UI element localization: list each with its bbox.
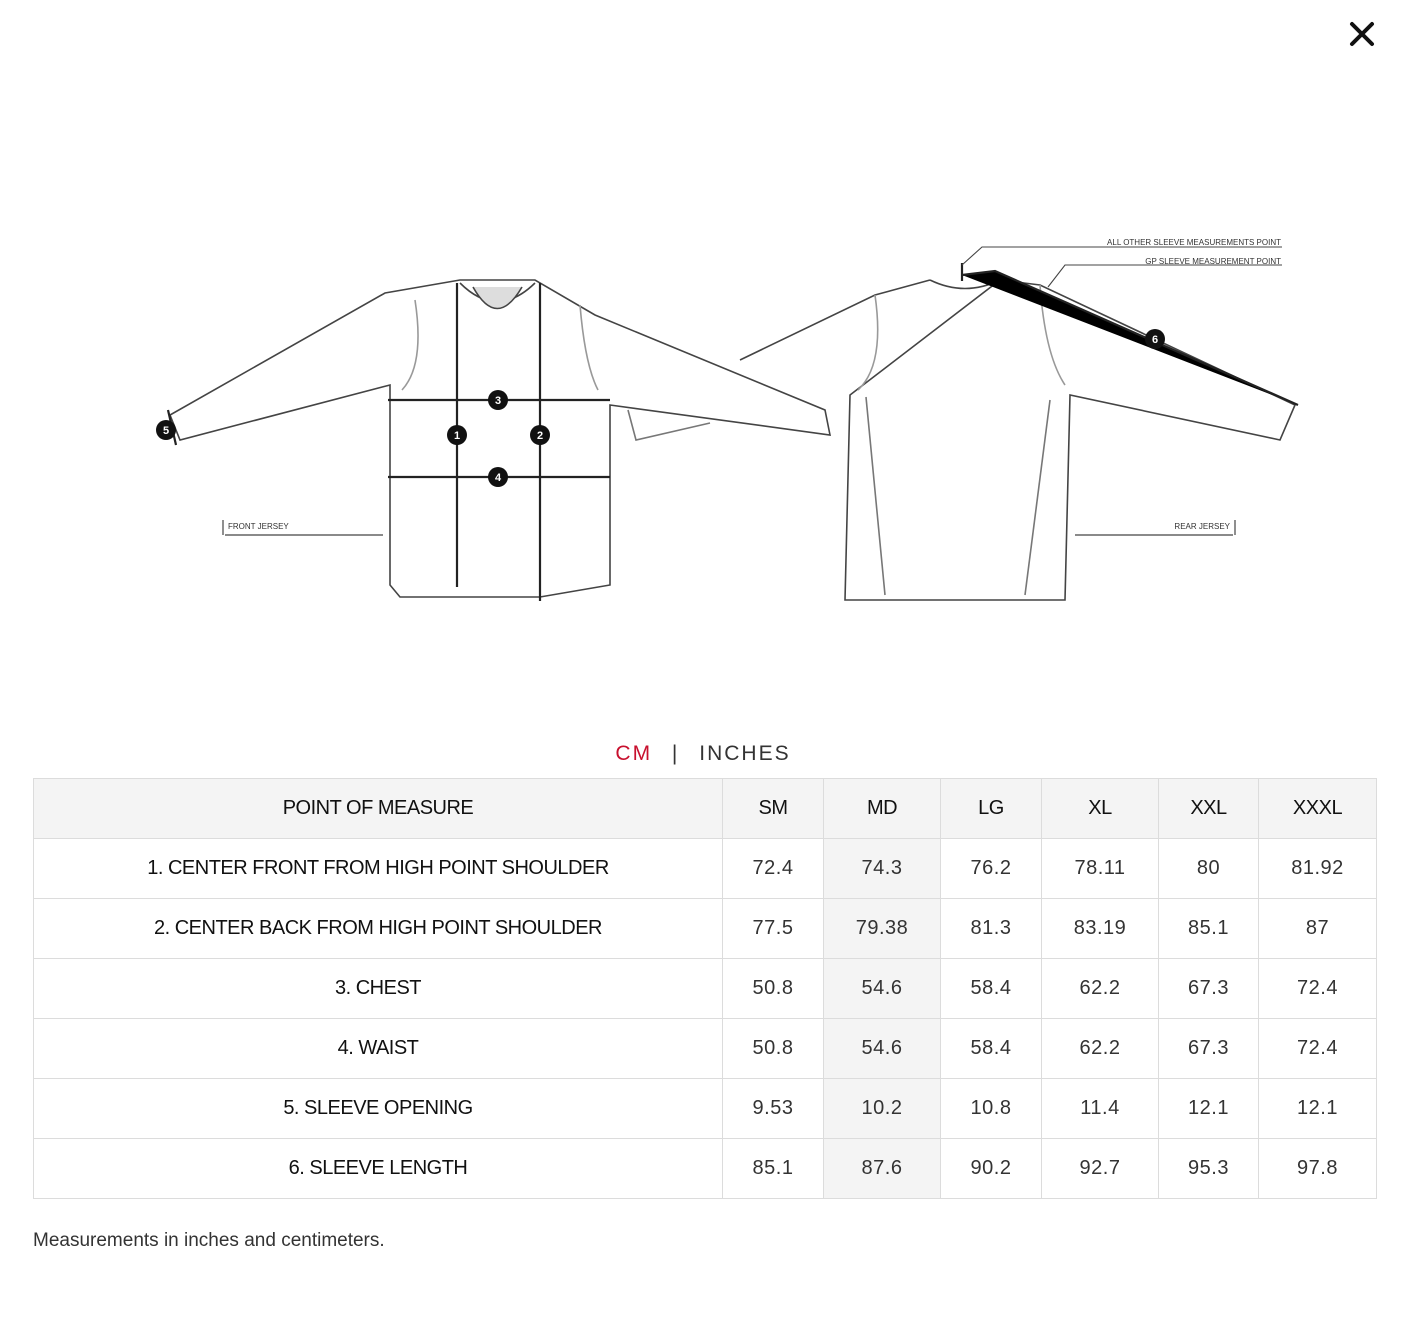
cell-lg: 81.3 bbox=[941, 899, 1042, 959]
cell-xxxl: 72.4 bbox=[1259, 1019, 1377, 1079]
table-row bbox=[34, 839, 1377, 899]
table-row bbox=[34, 1139, 1377, 1199]
rear-jersey-label: REAR JERSEY bbox=[1174, 522, 1230, 531]
cell-lg: 58.4 bbox=[941, 1019, 1042, 1079]
row-label: 1. CENTER FRONT FROM HIGH POINT SHOULDER bbox=[34, 839, 723, 899]
front-jersey-outline bbox=[170, 280, 830, 597]
cell-sm: 50.8 bbox=[723, 959, 824, 1019]
gp-sleeve-point-label: GP SLEEVE MEASUREMENT POINT bbox=[1145, 257, 1281, 266]
row-label: 5. SLEEVE OPENING bbox=[34, 1079, 723, 1139]
cell-sm: 72.4 bbox=[723, 839, 824, 899]
jersey-measurement-diagram bbox=[140, 225, 1320, 615]
cell-xl: 83.19 bbox=[1042, 899, 1159, 959]
cell-md: 87.6 bbox=[824, 1139, 941, 1199]
cell-xxl: 80 bbox=[1159, 839, 1259, 899]
cell-lg: 90.2 bbox=[941, 1139, 1042, 1199]
cell-xxl: 95.3 bbox=[1159, 1139, 1259, 1199]
table-row bbox=[34, 1079, 1377, 1139]
cell-xxxl: 97.8 bbox=[1259, 1139, 1377, 1199]
close-icon bbox=[1349, 21, 1375, 47]
cell-xxl: 67.3 bbox=[1159, 1019, 1259, 1079]
all-sleeve-point-label: ALL OTHER SLEEVE MEASUREMENTS POINT bbox=[1107, 238, 1281, 247]
measure-marker-6 bbox=[1145, 329, 1165, 349]
cell-sm: 85.1 bbox=[723, 1139, 824, 1199]
unit-separator: | bbox=[671, 742, 680, 765]
unit-inches-button[interactable]: INCHES bbox=[699, 742, 791, 765]
cell-xxxl: 12.1 bbox=[1259, 1079, 1377, 1139]
measure-marker-2 bbox=[530, 425, 550, 445]
header-md: MD bbox=[824, 779, 941, 839]
row-label: 3. CHEST bbox=[34, 959, 723, 1019]
header-lg: LG bbox=[941, 779, 1042, 839]
cell-xxxl: 72.4 bbox=[1259, 959, 1377, 1019]
svg-text:1: 1 bbox=[453, 430, 461, 442]
cell-md: 54.6 bbox=[824, 1019, 941, 1079]
cell-sm: 50.8 bbox=[723, 1019, 824, 1079]
measurement-note: Measurements in inches and centimeters. bbox=[33, 1230, 385, 1251]
front-jersey-label: FRONT JERSEY bbox=[228, 522, 289, 531]
table-row bbox=[34, 1019, 1377, 1079]
svg-text:5: 5 bbox=[162, 425, 170, 437]
cell-lg: 58.4 bbox=[941, 959, 1042, 1019]
close-button[interactable] bbox=[1342, 14, 1382, 54]
cell-md: 74.3 bbox=[824, 839, 941, 899]
measure-marker-5 bbox=[156, 420, 176, 440]
cell-sm: 77.5 bbox=[723, 899, 824, 959]
cell-lg: 76.2 bbox=[941, 839, 1042, 899]
cell-sm: 9.53 bbox=[723, 1079, 824, 1139]
cell-md: 79.38 bbox=[824, 899, 941, 959]
jersey-diagram-svg bbox=[140, 225, 1320, 615]
svg-text:2: 2 bbox=[536, 430, 544, 442]
row-label: 4. WAIST bbox=[34, 1019, 723, 1079]
measure-marker-3 bbox=[488, 390, 508, 410]
cell-xxxl: 87 bbox=[1259, 899, 1377, 959]
cell-xl: 92.7 bbox=[1042, 1139, 1159, 1199]
header-sm: SM bbox=[723, 779, 824, 839]
measure-marker-4 bbox=[488, 467, 508, 487]
header-xl: XL bbox=[1042, 779, 1159, 839]
cell-xl: 62.2 bbox=[1042, 1019, 1159, 1079]
cell-md: 10.2 bbox=[824, 1079, 941, 1139]
svg-text:3: 3 bbox=[494, 395, 502, 407]
svg-text:6: 6 bbox=[1151, 334, 1159, 346]
row-label: 2. CENTER BACK FROM HIGH POINT SHOULDER bbox=[34, 899, 723, 959]
cell-xxl: 12.1 bbox=[1159, 1079, 1259, 1139]
cell-md: 54.6 bbox=[824, 959, 941, 1019]
unit-toggle bbox=[0, 742, 1406, 766]
svg-text:4: 4 bbox=[494, 472, 502, 484]
cell-xl: 11.4 bbox=[1042, 1079, 1159, 1139]
cell-xxxl: 81.92 bbox=[1259, 839, 1377, 899]
unit-cm-button[interactable]: CM bbox=[615, 742, 653, 765]
cell-xxl: 67.3 bbox=[1159, 959, 1259, 1019]
cell-lg: 10.8 bbox=[941, 1079, 1042, 1139]
row-label: 6. SLEEVE LENGTH bbox=[34, 1139, 723, 1199]
measure-marker-1 bbox=[447, 425, 467, 445]
header-xxl: XXL bbox=[1159, 779, 1259, 839]
table-header-row bbox=[34, 779, 1377, 839]
size-chart-table bbox=[33, 778, 1377, 1199]
table-row bbox=[34, 959, 1377, 1019]
table-row bbox=[34, 899, 1377, 959]
cell-xl: 78.11 bbox=[1042, 839, 1159, 899]
cell-xl: 62.2 bbox=[1042, 959, 1159, 1019]
header-point-of-measure: POINT OF MEASURE bbox=[34, 779, 723, 839]
rear-jersey-outline bbox=[740, 280, 1295, 600]
sleeve-measure-line bbox=[962, 263, 1298, 405]
header-xxxl: XXXL bbox=[1259, 779, 1377, 839]
cell-xxl: 85.1 bbox=[1159, 899, 1259, 959]
